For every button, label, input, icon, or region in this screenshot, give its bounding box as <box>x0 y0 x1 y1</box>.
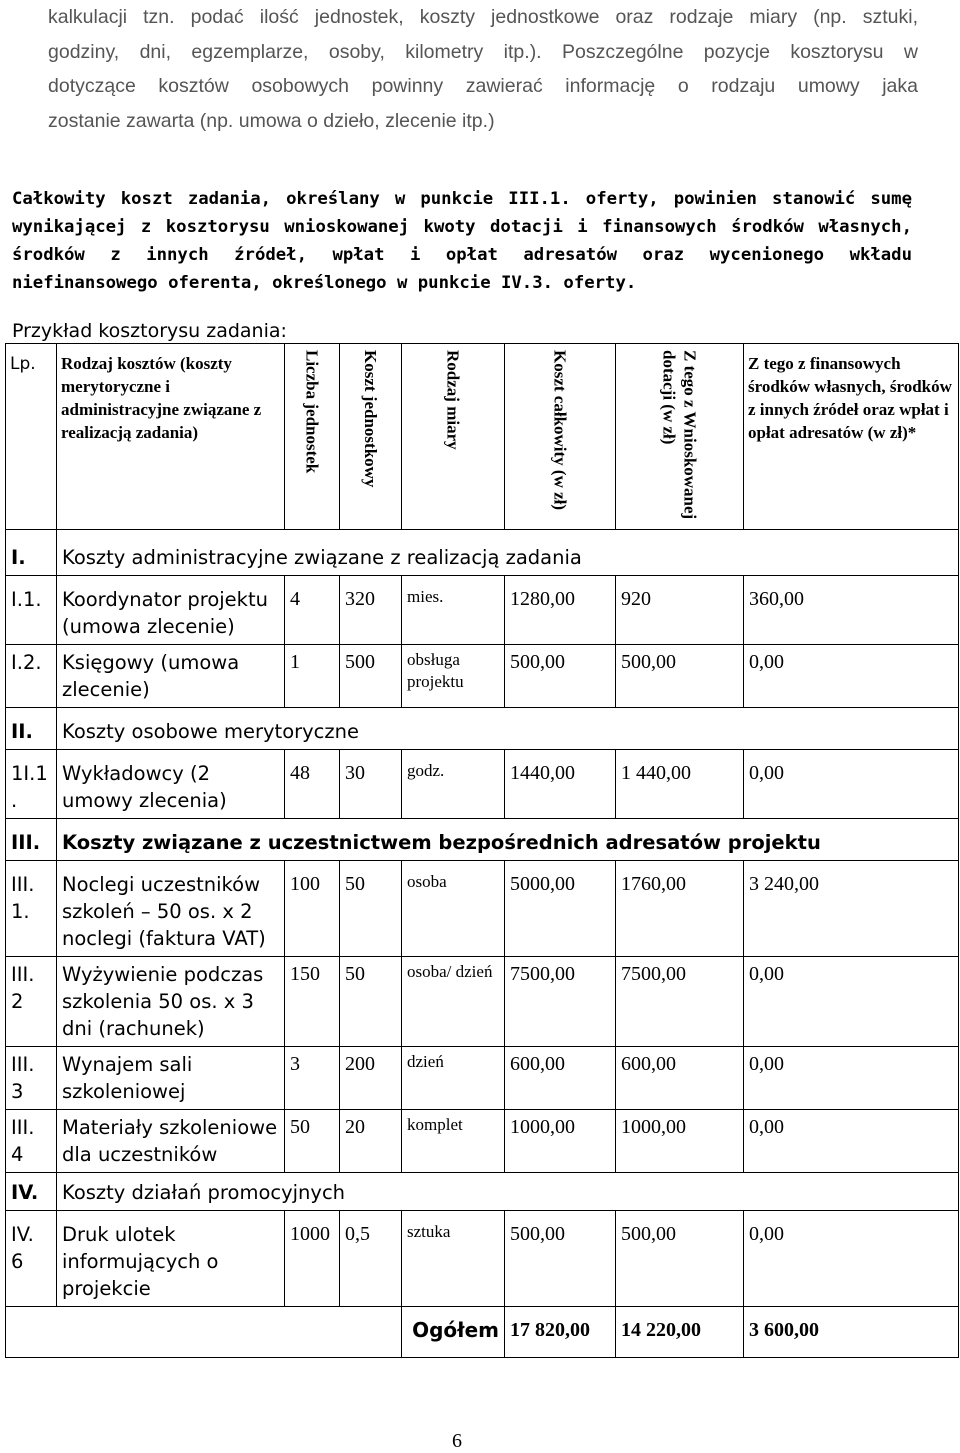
unit-count: 4 <box>285 576 340 645</box>
grant-amount: 500,00 <box>616 1211 744 1307</box>
table-row <box>6 645 959 708</box>
unit-cost: 200 <box>340 1047 402 1110</box>
header-row <box>6 344 959 530</box>
table-row <box>6 1047 959 1110</box>
section-title: Koszty działań promocyjnych <box>57 1173 959 1211</box>
measure-type: mies. <box>402 576 505 645</box>
unit-count: 50 <box>285 1110 340 1173</box>
unit-count: 150 <box>285 957 340 1047</box>
header-unit-cost: Koszt jednostkowy <box>340 344 402 530</box>
totals-empty <box>6 1307 402 1358</box>
unit-cost: 20 <box>340 1110 402 1173</box>
table-row <box>6 957 959 1047</box>
totals-row <box>6 1307 959 1358</box>
header-measure: Rodzaj miary <box>402 344 505 530</box>
section-number: III. <box>6 819 57 861</box>
grant-amount: 600,00 <box>616 1047 744 1110</box>
section-row <box>6 1173 959 1211</box>
page-number: 6 <box>452 1430 462 1452</box>
row-number: 1I.1 . <box>6 750 57 819</box>
section-number: II. <box>6 708 57 750</box>
table-row <box>6 750 959 819</box>
intro-line: zostanie zawarta (np. umowa o dzieło, zlecenie itp.) <box>48 109 495 132</box>
totals-total-cost: 17 820,00 <box>505 1307 616 1358</box>
table-body <box>6 530 959 1358</box>
total-cost-paragraph: Całkowity koszt zadania, określany w punkcie III.1. oferty, powinien stanowić sumę wynikającej z kosztorysu wnioskowanej kwoty dotacji i finansowych środków własnych, środków z innych źródeł, wpłat i opłat adresatów oraz wycenionego wkładu niefinansowego oferenta, określonego w punkcie IV.3. oferty. <box>12 189 912 293</box>
unit-cost: 320 <box>340 576 402 645</box>
header-lp: Lp. <box>6 344 57 530</box>
cost-name: Noclegi uczestników szkoleń – 50 os. x 2 noclegi (faktura VAT) <box>57 861 285 957</box>
row-number: III. 4 <box>6 1110 57 1173</box>
table-row <box>6 1110 959 1173</box>
section-number: I. <box>6 530 57 576</box>
own-funds: 0,00 <box>744 645 959 708</box>
cost-name: Koordynator projektu (umowa zlecenie) <box>57 576 285 645</box>
own-funds: 0,00 <box>744 1211 959 1307</box>
intro-paragraph <box>48 0 918 138</box>
row-number: IV. 6 <box>6 1211 57 1307</box>
grant-amount: 1000,00 <box>616 1110 744 1173</box>
total-cost: 600,00 <box>505 1047 616 1110</box>
measure-type: osoba <box>402 861 505 957</box>
unit-cost: 0,5 <box>340 1211 402 1307</box>
grant-amount: 1 440,00 <box>616 750 744 819</box>
cost-name: Księgowy (umowa zlecenie) <box>57 645 285 708</box>
total-cost: 7500,00 <box>505 957 616 1047</box>
unit-cost: 50 <box>340 861 402 957</box>
own-funds: 3 240,00 <box>744 861 959 957</box>
own-funds: 360,00 <box>744 576 959 645</box>
section-title: Koszty osobowe merytoryczne <box>57 708 959 750</box>
cost-name: Wykładowcy (2 umowy zlecenia) <box>57 750 285 819</box>
unit-cost: 30 <box>340 750 402 819</box>
header-units: Liczba jednostek <box>285 344 340 530</box>
unit-count: 1 <box>285 645 340 708</box>
row-number: III. 3 <box>6 1047 57 1110</box>
grant-amount: 7500,00 <box>616 957 744 1047</box>
section-title: Koszty związane z uczestnictwem bezpośrednich adresatów projektu <box>57 819 959 861</box>
section-row <box>6 819 959 861</box>
total-cost: 1000,00 <box>505 1110 616 1173</box>
section-row <box>6 708 959 750</box>
total-cost: 500,00 <box>505 645 616 708</box>
own-funds: 0,00 <box>744 957 959 1047</box>
totals-own-funds: 3 600,00 <box>744 1307 959 1358</box>
table-row <box>6 861 959 957</box>
total-cost: 5000,00 <box>505 861 616 957</box>
cost-name: Wynajem sali szkoleniowej <box>57 1047 285 1110</box>
measure-type: obsługa projektu <box>402 645 505 708</box>
grant-amount: 920 <box>616 576 744 645</box>
cost-name: Druk ulotek informujących o projekcie <box>57 1211 285 1307</box>
measure-type: godz. <box>402 750 505 819</box>
measure-type: dzień <box>402 1047 505 1110</box>
totals-grant: 14 220,00 <box>616 1307 744 1358</box>
total-cost: 1440,00 <box>505 750 616 819</box>
unit-count: 100 <box>285 861 340 957</box>
own-funds: 0,00 <box>744 750 959 819</box>
measure-type: osoba/ dzień <box>402 957 505 1047</box>
example-title: Przykład kosztorysu zadania: <box>12 320 287 342</box>
unit-count: 3 <box>285 1047 340 1110</box>
row-number: III. 1. <box>6 861 57 957</box>
grant-amount: 500,00 <box>616 645 744 708</box>
totals-label: Ogółem <box>402 1307 505 1358</box>
grant-amount: 1760,00 <box>616 861 744 957</box>
intro-line: dotyczące kosztów osobowych powinny zawierać informację o rodzaju umowy jaka <box>48 75 918 97</box>
table-row <box>6 1211 959 1307</box>
header-cost-type: Rodzaj kosztów (koszty merytoryczne i administracyjne związane z realizacją zadania) <box>57 344 285 530</box>
budget-table <box>5 343 959 1358</box>
header-grant: Z tego z Wnioskowanej dotacji (w zł) <box>616 344 744 530</box>
table-row <box>6 576 959 645</box>
row-number: III. 2 <box>6 957 57 1047</box>
intro-line: godziny, dni, egzemplarze, osoby, kilometry itp.). Poszczególne pozycje kosztorysu w <box>48 40 918 63</box>
unit-cost: 500 <box>340 645 402 708</box>
unit-count: 48 <box>285 750 340 819</box>
own-funds: 0,00 <box>744 1047 959 1110</box>
section-title: Koszty administracyjne związane z realizacją zadania <box>57 530 959 576</box>
intro-line: kalkulacji tzn. podać ilość jednostek, koszty jednostkowe oraz rodzaje miary (np. sztuki, <box>48 6 918 28</box>
unit-cost: 50 <box>340 957 402 1047</box>
own-funds: 0,00 <box>744 1110 959 1173</box>
header-total-cost: Koszt całkowity (w zł) <box>505 344 616 530</box>
measure-type: sztuka <box>402 1211 505 1307</box>
measure-type: komplet <box>402 1110 505 1173</box>
section-number: IV. <box>6 1173 57 1211</box>
cost-name: Wyżywienie podczas szkolenia 50 os. x 3 dni (rachunek) <box>57 957 285 1047</box>
cost-name: Materiały szkoleniowe dla uczestników <box>57 1110 285 1173</box>
header-own-funds: Z tego z finansowych środków własnych, środków z innych źródeł oraz wpłat i opłat adresatów (w zł)* <box>744 344 959 530</box>
section-row <box>6 530 959 576</box>
total-cost: 1280,00 <box>505 576 616 645</box>
row-number: I.1. <box>6 576 57 645</box>
unit-count: 1000 <box>285 1211 340 1307</box>
total-cost: 500,00 <box>505 1211 616 1307</box>
row-number: I.2. <box>6 645 57 708</box>
